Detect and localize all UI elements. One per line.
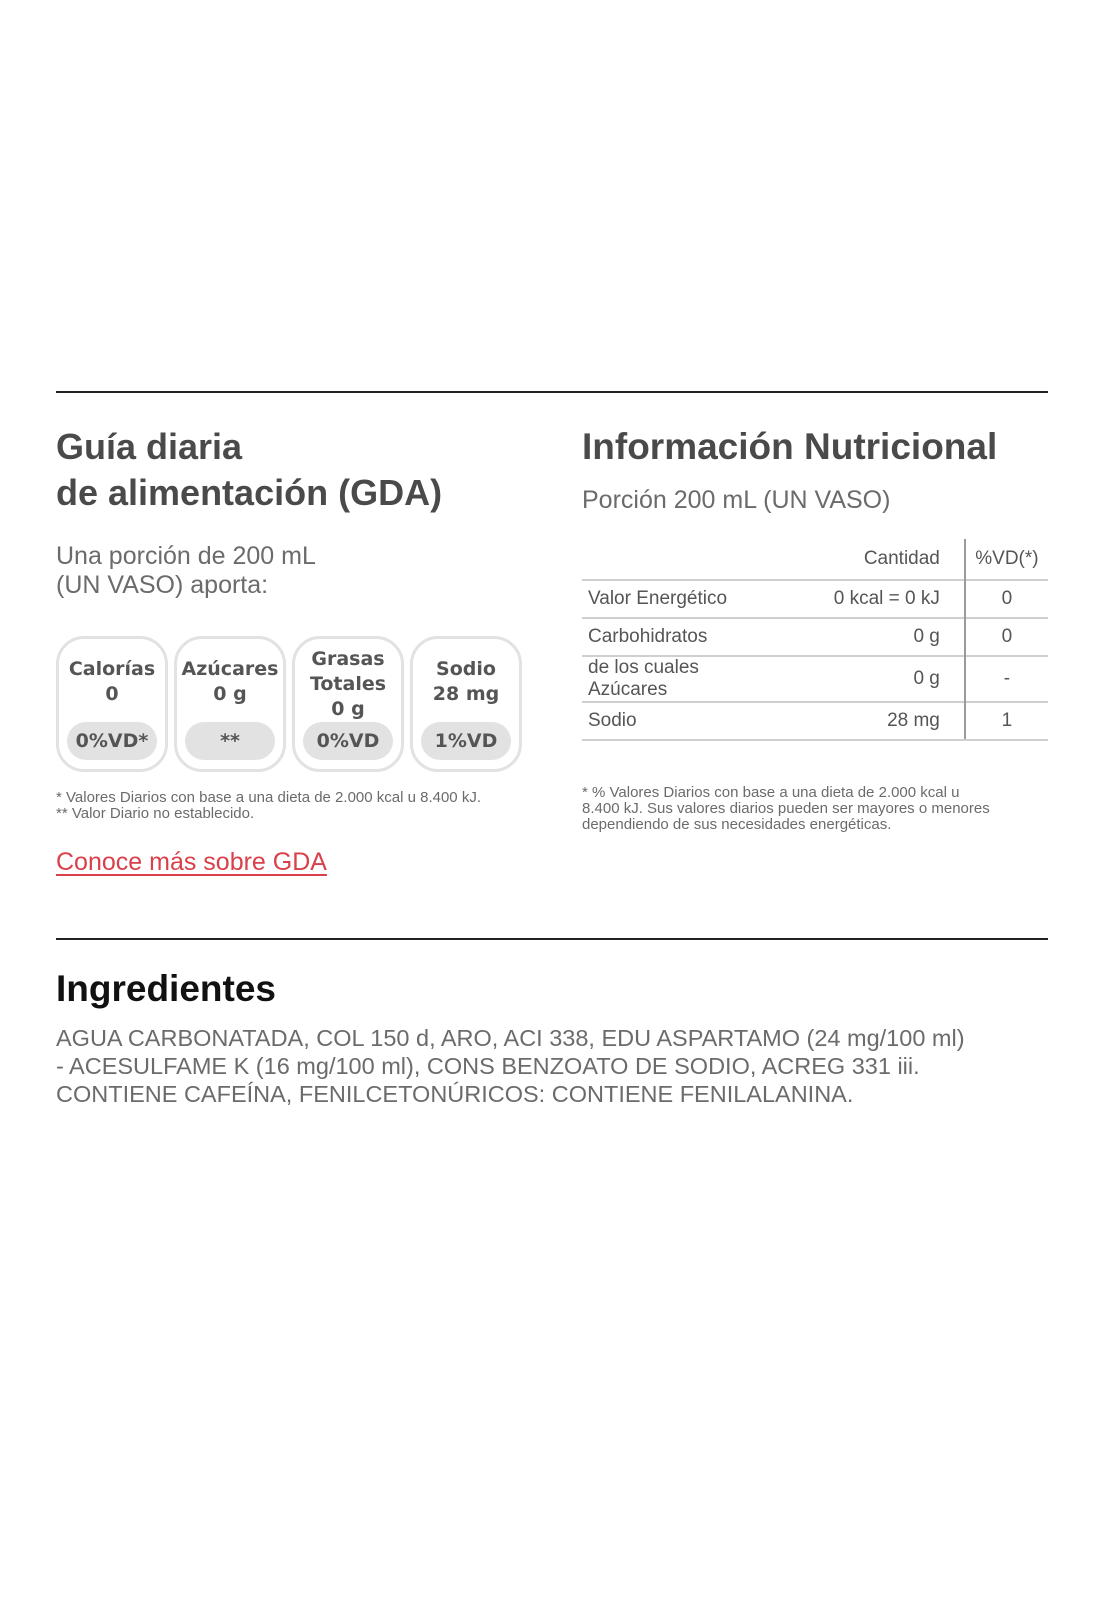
nutrition-header-row — [582, 539, 1048, 580]
nutrition-portion: Porción 200 mL (UN VASO) — [582, 486, 891, 514]
gda-title: Guía diaria de alimentación (GDA) — [56, 426, 443, 513]
gda-subtitle: Una porción de 200 mL (UN VASO) aporta: — [56, 542, 316, 599]
ingredients-title: Ingredientes — [56, 968, 276, 1009]
ingredients-text: AGUA CARBONATADA, COL 150 d, ARO, ACI 338, EDU ASPARTAMO (24 mg/100 ml) - ACESULFAME K (16 mg/100 ml), CONS BENZOATO DE SODIO, ACREG 331 iii. CONTIENE CAFEÍNA, FENILCETONÚRICOS: CONTIENE FENILALANINA. — [56, 1025, 965, 1107]
badge-grasas-totales: Grasas Totales 0 g 0%VD — [292, 636, 404, 772]
middle-divider — [56, 938, 1048, 940]
header-amount: Cantidad — [863, 548, 940, 569]
table-row: Valor Energético 0 kcal = 0 kJ 0 — [582, 580, 1048, 618]
nutrition-table — [582, 539, 1048, 741]
badge-sodio: Sodio 28 mg 1%VD — [410, 636, 522, 772]
table-row: Sodio 28 mg 1 — [582, 702, 1048, 740]
gda-badges — [56, 636, 556, 772]
nutrition-footnote: * % Valores Diarios con base a una dieta de 2.000 kcal u 8.400 kJ. Sus valores diarios pueden ser mayores o menores dependiendo de sus necesidades energéticas. — [582, 784, 990, 833]
badge-vd-pill: 0%VD* — [67, 722, 157, 760]
gda-more-link[interactable]: Conoce más sobre GDA — [56, 848, 327, 876]
badge-calorias: Calorías 0 0%VD* — [56, 636, 168, 772]
badge-vd-pill: 0%VD — [303, 722, 393, 760]
badge-azucares: Azúcares 0 g ** — [174, 636, 286, 772]
top-divider — [56, 391, 1048, 393]
header-name — [582, 539, 776, 580]
table-row: Carbohidratos 0 g 0 — [582, 618, 1048, 656]
header-vd: %VD(*) — [965, 539, 1048, 580]
nutrition-section — [582, 424, 1048, 833]
table-row: de los cuales Azúcares 0 g - — [582, 656, 1048, 702]
gda-footnotes: * Valores Diarios con base a una dieta de 2.000 kcal u 8.400 kJ. ** Valor Diario no establecido. — [56, 789, 481, 822]
ingredients-section — [56, 966, 1056, 1108]
gda-section — [56, 424, 556, 877]
nutrition-title: Información Nutricional — [582, 426, 998, 467]
badge-vd-pill: 1%VD — [421, 722, 511, 760]
badge-vd-pill: ** — [185, 722, 275, 760]
